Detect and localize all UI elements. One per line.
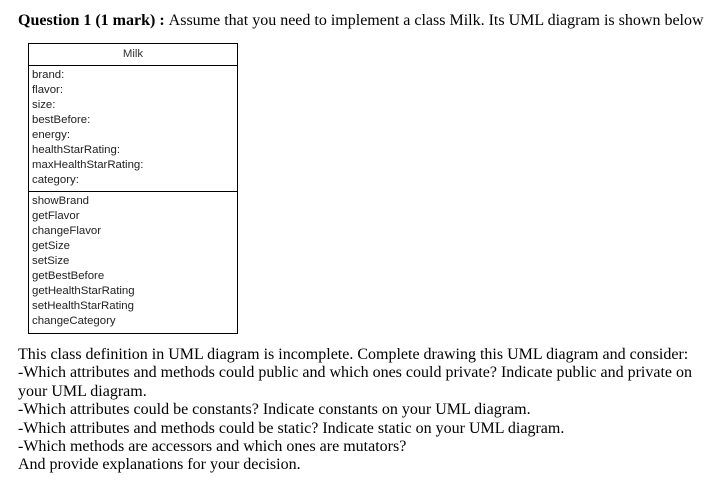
instruction-paragraph: -Which attributes and methods could be static? Indicate static on your UML diagram. — [18, 419, 565, 437]
question-text: Assume that you need to implement a class Milk. Its UML diagram is shown below — [168, 12, 704, 29]
uml-method: setHealthStarRating — [32, 300, 134, 312]
uml-method: getBestBefore — [32, 270, 105, 282]
uml-attribute: bestBefore: — [32, 114, 91, 126]
uml-method: getFlavor — [32, 210, 80, 222]
uml-method: getSize — [32, 240, 70, 252]
uml-attribute: energy: — [32, 129, 70, 141]
question-heading — [18, 11, 704, 31]
uml-class-diagram — [28, 43, 238, 334]
instructions — [18, 346, 708, 475]
question-separator: : — [155, 12, 169, 29]
uml-attribute: brand: — [32, 69, 65, 81]
uml-attribute: maxHealthStarRating: — [32, 159, 144, 171]
uml-method: getHealthStarRating — [32, 285, 135, 297]
uml-method: setSize — [32, 255, 70, 267]
uml-methods-compartment — [29, 192, 237, 329]
instruction-paragraph: -Which attributes could be constants? Indicate constants on your UML diagram. — [18, 401, 531, 419]
uml-attribute: size: — [32, 99, 56, 111]
uml-attribute: flavor: — [32, 84, 64, 96]
uml-attribute: category: — [32, 174, 79, 186]
question-label: Question 1 (1 mark) — [18, 12, 156, 29]
instruction-paragraph: -Which methods are accessors and which ones are mutators? — [18, 438, 407, 456]
uml-method: changeCategory — [32, 315, 116, 327]
uml-attributes-compartment — [29, 66, 237, 192]
instruction-paragraph: -Which attributes and methods could public and which ones could private? Indicate public and private on your UML diagram. — [18, 364, 693, 400]
uml-method: changeFlavor — [32, 225, 102, 237]
instruction-paragraph: And provide explanations for your decision. — [18, 456, 301, 474]
uml-class-name: Milk — [29, 44, 237, 66]
instruction-paragraph: This class definition in UML diagram is incomplete. Complete drawing this UML diagram and consider: — [18, 346, 689, 363]
uml-attribute: healthStarRating: — [32, 144, 121, 156]
uml-method: showBrand — [32, 195, 89, 207]
